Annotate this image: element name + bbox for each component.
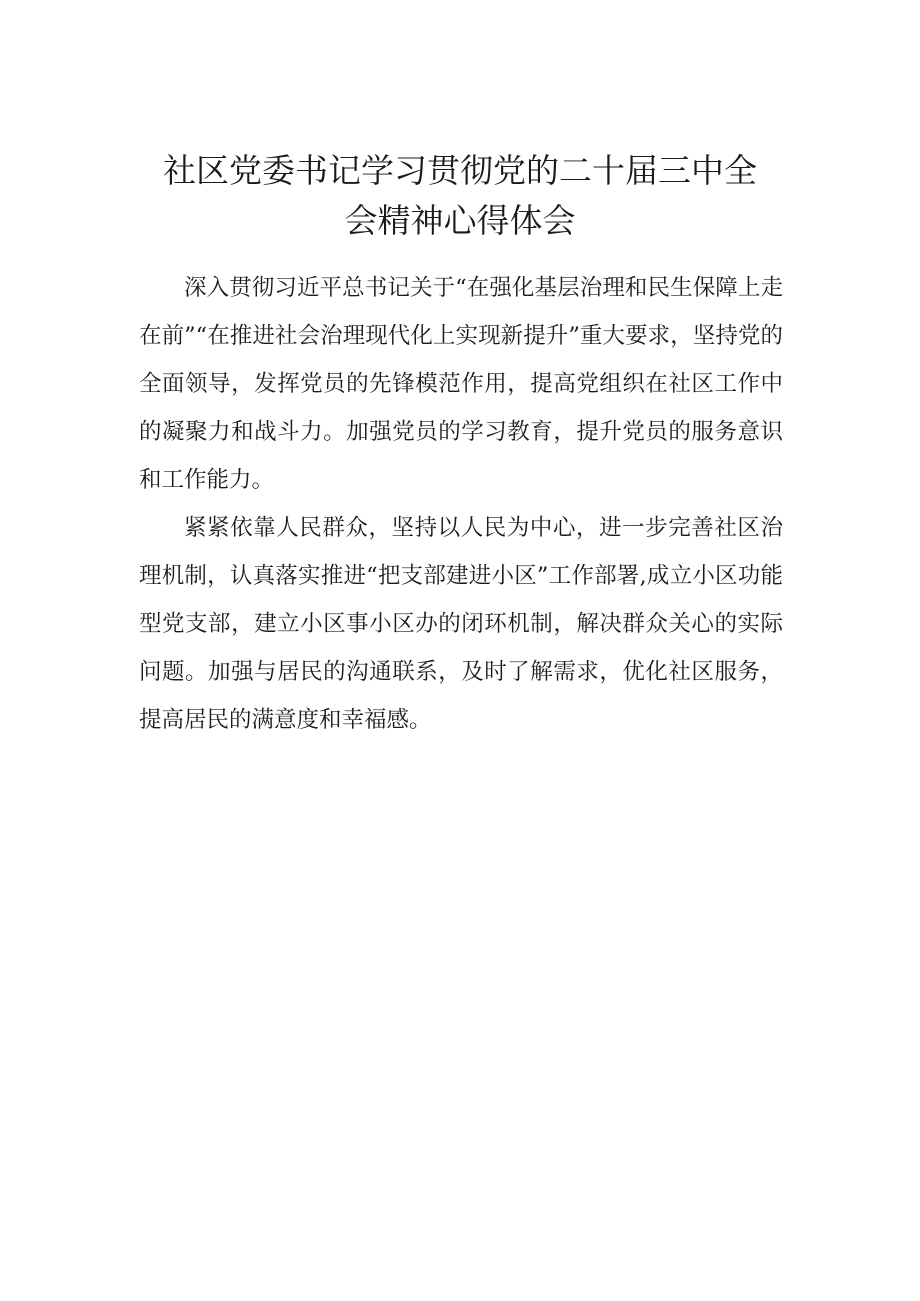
paragraph-2: 紧紧依靠人民群众，坚持以人民为中心，进一步完善社区治理机制，认真落实推进“把支部建进小区”工作部署,成立小区功能型党支部，建立小区事小区办的闭环机制，解决群众关心的实际问题。加强与居民的沟通联系，及时了解需求，优化社区服务，提高居民的满意度和幸福感。	[139, 515, 783, 733]
title-line-2: 会精神心得体会	[344, 201, 576, 240]
title-line-1: 社区党委书记学习贯彻党的二十届三中全	[163, 151, 757, 190]
paragraph-1: 深入贯彻习近平总书记关于“在强化基层治理和民生保障上走在前”“在推进社会治理现代化上实现新提升”重大要求，坚持党的全面领导，发挥党员的先锋模范作用，提高党组织在社区工作中的凝聚力和战斗力。加强党员的学习教育，提升党员的服务意识和工作能力。	[139, 275, 783, 493]
document-body	[139, 264, 783, 744]
document-title	[140, 146, 780, 246]
